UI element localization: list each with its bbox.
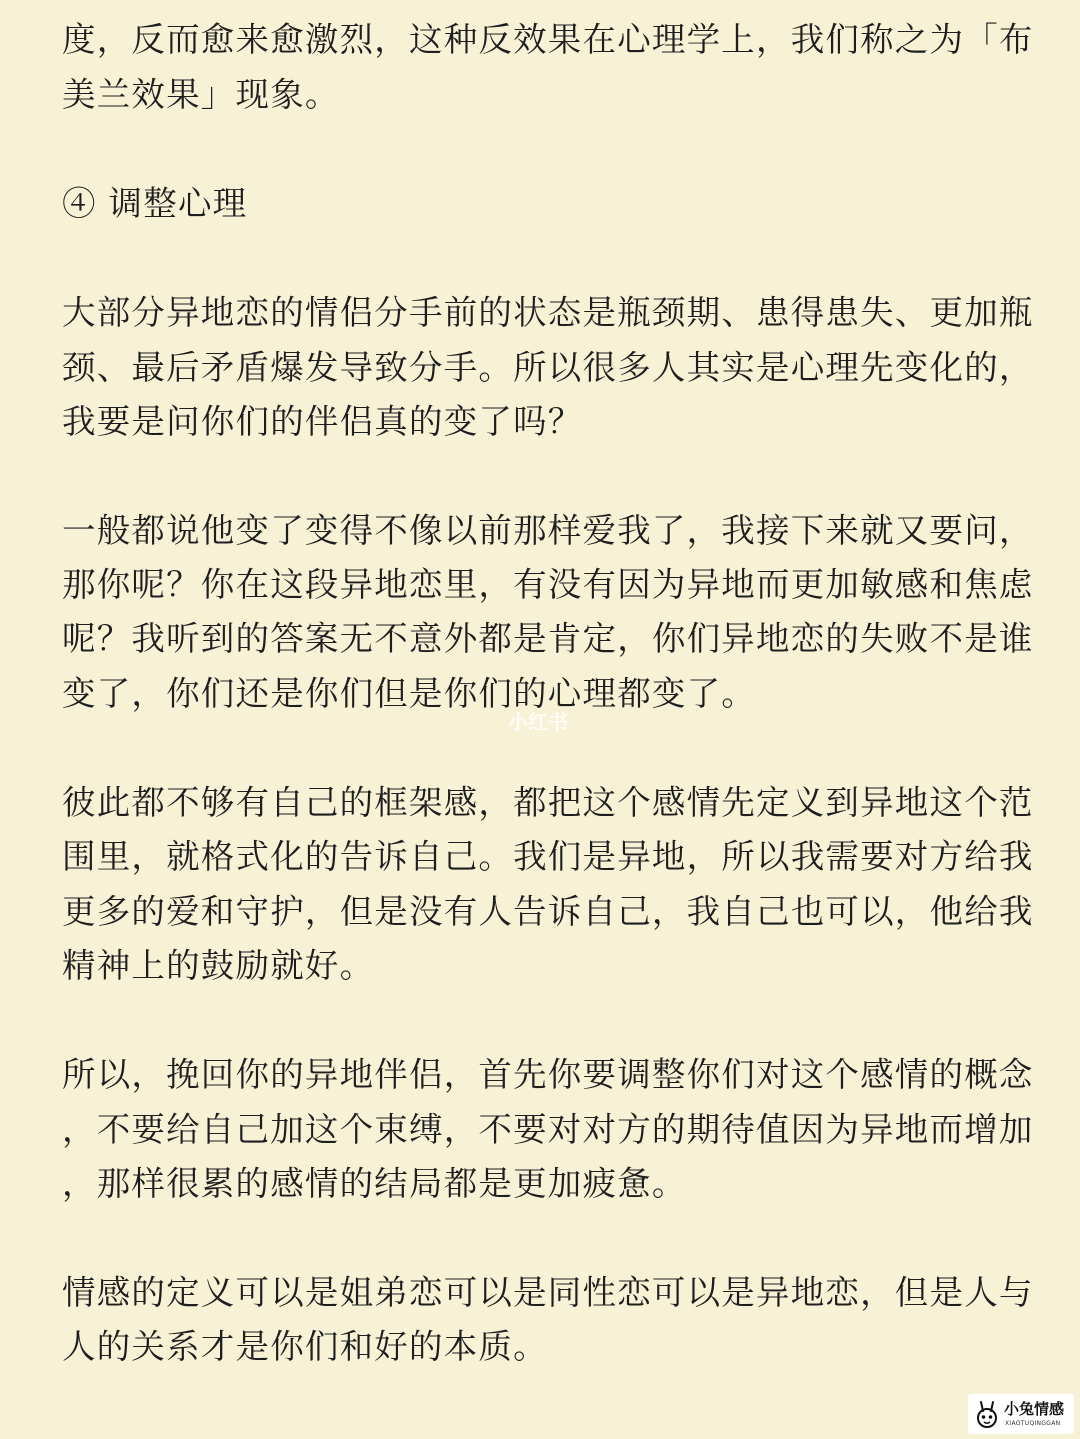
- text-line: ，不要给自己加这个束缚，不要对对方的期待值因为异地而增加: [62, 1110, 1034, 1149]
- text-line: 围里，就格式化的告诉自己。我们是异地，所以我需要对方给我: [62, 837, 1034, 876]
- text-line: 大部分异地恋的情侣分手前的状态是瓶颈期、患得患失、更加瓶: [62, 293, 1034, 332]
- text-line: 精神上的鼓励就好。: [62, 946, 375, 985]
- text-line: ，那样很累的感情的结局都是更加疲惫。: [62, 1164, 687, 1203]
- logo-name: 小兔情感: [1004, 1400, 1065, 1418]
- text-line: 一般都说他变了变得不像以前那样爱我了，我接下来就又要问，: [62, 511, 1034, 550]
- text-line: 度，反而愈来愈激烈，这种反效果在心理学上，我们称之为「布: [62, 20, 1034, 59]
- watermark: 小红书: [508, 710, 568, 734]
- text-line: 美兰效果」现象。: [62, 75, 340, 114]
- section-heading: ④ 调整心理: [62, 184, 248, 223]
- text-line: 呢？我听到的答案无不意外都是肯定，你们异地恋的失败不是谁: [62, 619, 1034, 658]
- text-line: 我要是问你们的伴侣真的变了吗？: [62, 402, 583, 441]
- rabbit-face-icon: [972, 1400, 1002, 1428]
- text-line: 更多的爱和守护，但是没有人告诉自己，我自己也可以，他给我: [62, 892, 1034, 931]
- text-line: 所以，挽回你的异地伴侣，首先你要调整你们对这个感情的概念: [62, 1055, 1034, 1094]
- text-line: 颈、最后矛盾爆发导致分手。所以很多人其实是心理先变化的，: [62, 348, 1034, 387]
- logo-subtitle: XIAOTUQINGGAN: [1005, 1420, 1061, 1427]
- brand-logo: [968, 1394, 1074, 1434]
- text-line: 变了，你们还是你们但是你们的心理都变了。: [62, 674, 756, 713]
- text-line: 情感的定义可以是姐弟恋可以是同性恋可以是异地恋，但是人与: [62, 1273, 1034, 1312]
- text-line: 彼此都不够有自己的框架感，都把这个感情先定义到异地这个范: [62, 783, 1034, 822]
- text-line: 人的关系才是你们和好的本质。: [62, 1327, 548, 1366]
- text-line: 那你呢？你在这段异地恋里，有没有因为异地而更加敏感和焦虑: [62, 565, 1034, 604]
